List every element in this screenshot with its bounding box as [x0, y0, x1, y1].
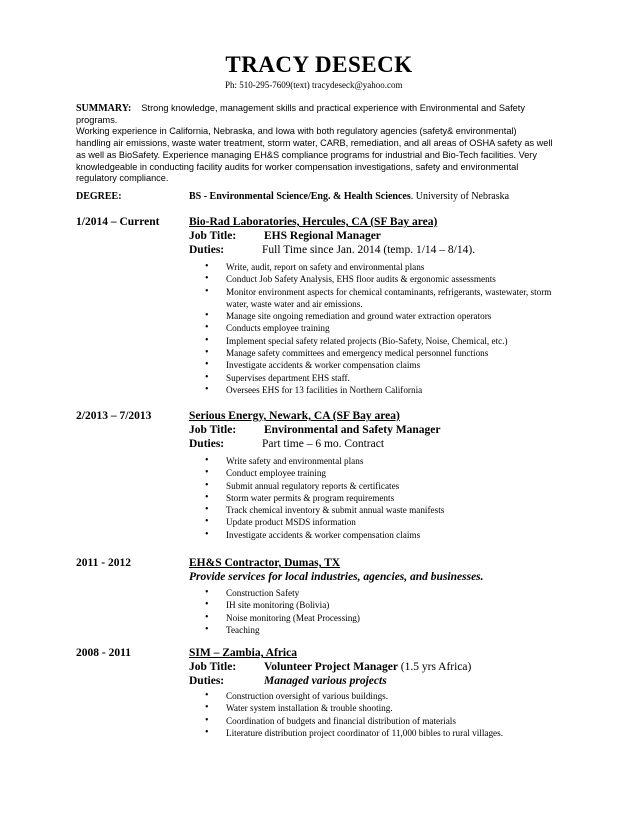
summary-line: as well as BioSafety. Experience managing EH&S compliance programs for industrial and Bio-Tech facilities. Very [76, 149, 537, 160]
list-item: • Oversees EHS for 13 facilities in Northern California [205, 384, 565, 396]
summary-section [76, 103, 566, 185]
candidate-name: TRACY DESECK [225, 52, 413, 77]
summary-line: Working experience in California, Nebraska, and Iowa with both regulatory agencies (safety& environmental) [76, 126, 517, 137]
job-duties-list [205, 587, 565, 636]
job-duties-list [205, 690, 585, 739]
summary-line: knowledgeable in conducting facility audits for worker compensation investigations, safety and environmental [76, 161, 519, 172]
duties-label: Duties: [189, 675, 225, 687]
job-dates: 1/2014 – Current [76, 216, 160, 228]
job-company: Bio-Rad Laboratories, Hercules, CA (SF Bay area) [189, 216, 438, 228]
list-item: • Water system installation & trouble shooting. [205, 702, 585, 714]
job-company: SIM – Zambia, Africa [189, 647, 297, 659]
list-item: • Update product MSDS information [205, 516, 565, 528]
job-company: Serious Energy, Newark, CA (SF Bay area) [189, 410, 400, 422]
summary-line: programs. [76, 114, 118, 125]
job-title-label: Job Title: [189, 661, 237, 673]
list-item: • Teaching [205, 624, 565, 636]
duties-text: Full Time since Jan. 2014 (temp. 1/14 – 8/14). [262, 244, 476, 256]
list-item: • Manage safety committees and emergency medical personnel functions [205, 347, 565, 359]
summary-line: SUMMARY: Strong knowledge, management skills and practical experience with Environmental and Safety [76, 103, 525, 114]
job-duties-list [205, 455, 565, 541]
list-item: • Write, audit, report on safety and environmental plans [205, 261, 565, 273]
contact-info: Ph: 510-295-7609(text) tracydeseck@yahoo.com [225, 80, 403, 90]
job-title-line: Volunteer Project Manager (1.5 yrs Africa) [264, 661, 472, 673]
job-title: EHS Regional Manager [264, 230, 381, 242]
list-item: • Construction oversight of various buildings. [205, 690, 585, 702]
duties-label: Duties: [189, 244, 225, 256]
duties-text: Part time – 6 mo. Contract [262, 438, 385, 450]
list-item: • Track chemical inventory & submit annual waste manifests [205, 504, 565, 516]
job-company: EH&S Contractor, Dumas, TX [189, 557, 341, 569]
job-dates: 2011 - 2012 [76, 557, 131, 569]
list-item: • Coordination of budgets and financial distribution of materials [205, 715, 585, 727]
list-item: • Investigate accidents & worker compensation claims [205, 529, 565, 541]
list-item: • Literature distribution project coordinator of 11,000 bibles to rural villages. [205, 727, 585, 739]
list-item: • Write safety and environmental plans [205, 455, 565, 467]
degree-label: DEGREE: [76, 191, 122, 202]
summary-line: regulatory compliance. [76, 173, 169, 184]
list-item: • Monitor environment aspects for chemical contaminants, refrigerants, wastewater, storm water, waste water and air emissions. [205, 286, 565, 311]
job-tagline: Provide services for local industries, agencies, and businesses. [189, 571, 484, 583]
list-item: • Noise monitoring (Meat Processing) [205, 612, 565, 624]
list-item: • Conduct employee training [205, 467, 565, 479]
job-dates: 2/2013 – 7/2013 [76, 410, 152, 422]
list-item: • Submit annual regulatory reports & certificates [205, 480, 565, 492]
list-item: • Implement special safety related projects (Bio-Safety, Noise, Chemical, etc.) [205, 335, 565, 347]
degree-value: BS - Environmental Science/Eng. & Health Sciences. University of Nebraska [189, 191, 510, 202]
list-item: • IH site monitoring (Bolivia) [205, 599, 565, 611]
job-title-label: Job Title: [189, 424, 237, 436]
job-duties-list [205, 261, 565, 396]
list-item: • Conducts employee training [205, 322, 565, 334]
summary-line: handling air emissions, waste water treatment, storm water, CARB, remediation, and all areas of OSHA safety as well [76, 138, 553, 149]
job-title: Environmental and Safety Manager [264, 424, 441, 436]
duties-label: Duties: [189, 438, 225, 450]
job-dates: 2008 - 2011 [76, 647, 131, 659]
list-item: • Investigate accidents & worker compensation claims [205, 359, 565, 371]
list-item: • Construction Safety [205, 587, 565, 599]
summary-label: SUMMARY: [76, 103, 132, 114]
list-item: • Storm water permits & program requirements [205, 492, 565, 504]
list-item: • Supervises department EHS staff. [205, 372, 565, 384]
duties-text: Managed various projects [264, 675, 387, 687]
list-item: • Manage site ongoing remediation and ground water extraction operators [205, 310, 565, 322]
job-title-label: Job Title: [189, 230, 237, 242]
list-item: • Conduct Job Safety Analysis, EHS floor audits & ergonomic assessments [205, 273, 565, 285]
